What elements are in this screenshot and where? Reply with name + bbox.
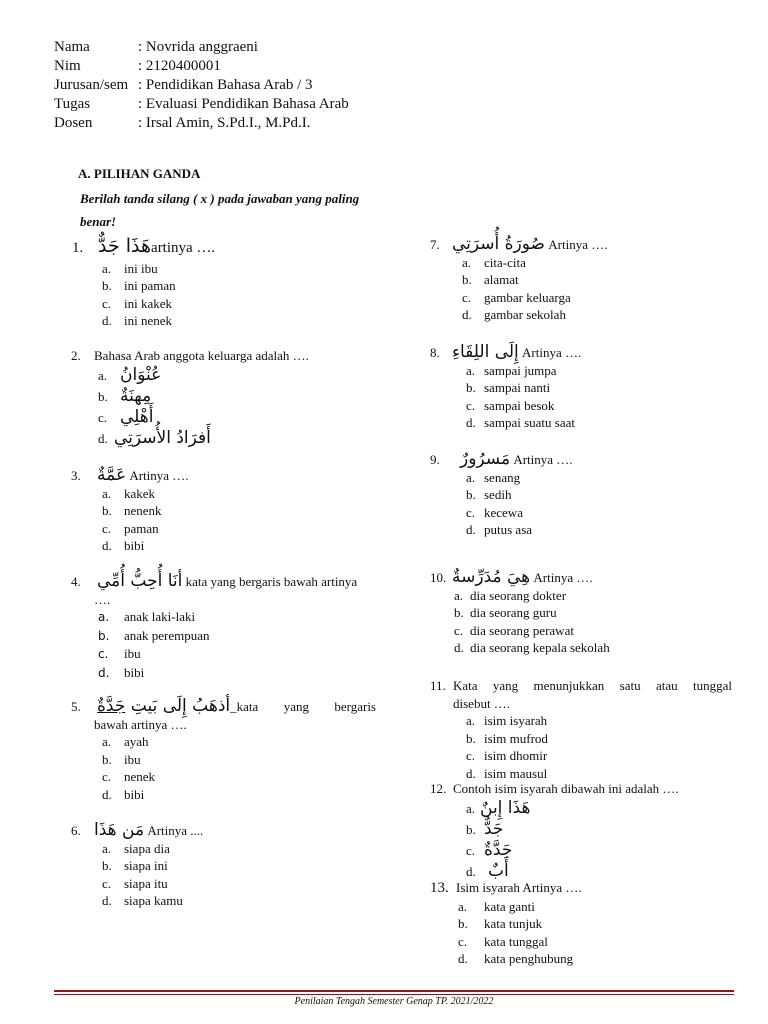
option-d[interactable]: d. أَبٌ (466, 860, 509, 881)
question-text: Bahasa Arab anggota keluarga adalah …. (94, 348, 309, 363)
underlined-word: جَدَّةٌ (97, 696, 126, 716)
options-list (98, 365, 381, 449)
option-d[interactable]: d. sampai suatu saat (466, 415, 575, 430)
option-b[interactable]: b. dia seorang guru (454, 605, 557, 620)
question-number: 3. (71, 468, 81, 483)
question-text: artinya …. (151, 240, 216, 256)
question-1 (72, 235, 372, 330)
question-text: Artinya .... (147, 823, 204, 838)
option-b[interactable]: b. isim mufrod (466, 730, 548, 746)
option-d[interactable]: d. siapa kamu (102, 893, 183, 908)
info-row-dosen (54, 114, 349, 133)
question-11 (430, 677, 732, 782)
option-a[interactable]: a. isim isyarah (466, 713, 548, 728)
option-a[interactable]: a. kakek (102, 485, 156, 501)
option-c[interactable]: c. siapa itu (102, 875, 168, 891)
arabic-text: عَمَّةٌ (97, 465, 127, 485)
section-title: A. PILIHAN GANDA (78, 166, 201, 181)
question-number: 4. (71, 574, 81, 589)
question-number: 7. (430, 237, 440, 252)
question-text: Artinya …. (548, 237, 608, 252)
question-continuation: bawah artinya …. (94, 716, 187, 732)
options-list (458, 898, 732, 968)
option-a[interactable]: a. dia seorang dokter (454, 587, 567, 603)
option-b[interactable]: b. siapa ini (102, 858, 168, 873)
info-label: Nama (54, 39, 90, 55)
option-d[interactable]: d. ini nenek (102, 313, 173, 328)
question-text: Artinya …. (129, 468, 189, 483)
question-6 (71, 822, 371, 910)
question-number: 8. (430, 345, 440, 360)
info-label: Jurusan/sem (54, 77, 129, 93)
section-instruction: Berilah tanda silang ( x ) pada jawaban yang paling benar! (80, 191, 360, 229)
info-value: : Evaluasi Pendidikan Bahasa Arab (138, 96, 349, 112)
option-b[interactable]: b. kata tunjuk (458, 916, 543, 931)
options-list (102, 840, 371, 910)
arabic-text: هَذَا جَدٌّ (98, 235, 152, 257)
option-a[interactable]: a. siapa dia (102, 840, 170, 856)
option-d[interactable]: d. bibi (98, 664, 145, 680)
info-value: : Irsal Amin, S.Pd.I., M.Pd.I. (138, 115, 311, 131)
arabic-text: هِيَ مُدَرِّسةٌ (452, 567, 531, 587)
option-c[interactable]: c. kecewa (466, 504, 523, 520)
option-a[interactable]: a. ini ibu (102, 260, 158, 276)
info-label: Nim (54, 58, 81, 74)
option-b[interactable]: b. nenenk (102, 503, 162, 518)
option-a[interactable]: a. ayah (102, 734, 149, 749)
question-5 (71, 698, 376, 803)
option-b[interactable]: b. alamat (462, 272, 519, 287)
question-number: 11. (430, 678, 446, 693)
option-c[interactable]: c. paman (102, 520, 159, 536)
option-b[interactable]: b. ini paman (102, 278, 176, 293)
question-9 (430, 451, 730, 539)
question-number: 9. (430, 452, 440, 467)
question-text: Artinya …. (533, 570, 593, 585)
option-d[interactable]: d. dia seorang kepala sekolah (454, 640, 610, 655)
info-value: : 2120400001 (138, 58, 221, 74)
question-number: 10. (430, 570, 447, 585)
option-d[interactable]: d. kata penghubung (458, 951, 574, 966)
question-8 (430, 344, 730, 432)
info-row-tugas (54, 95, 349, 114)
question-text: Contoh isim isyarah dibawah ini adalah …. (453, 781, 679, 796)
option-a[interactable]: a. kata ganti (458, 898, 535, 914)
question-3 (71, 467, 371, 555)
option-d[interactable]: d. أَفرَادُ الأُسرَتِي (98, 427, 211, 448)
option-a[interactable]: a. هَذَا إِبنٌ (466, 797, 531, 818)
footer-divider-thin (54, 994, 734, 995)
options-list (102, 733, 376, 803)
question-text: kata yang bergaris bawah artinya (185, 574, 358, 589)
question-number: 2. (71, 348, 81, 363)
info-label: Dosen (54, 115, 93, 131)
question-text: Artinya …. (513, 452, 573, 467)
info-row-jurusan (54, 76, 349, 95)
question-continuation: disebut …. (453, 695, 511, 711)
question-text: Artinya …. (522, 345, 582, 360)
question-13 (430, 879, 732, 968)
option-c[interactable]: c. sampai besok (466, 397, 555, 413)
arabic-text: مَن هَذَا (94, 820, 145, 840)
option-c[interactable]: c. kata tunggal (458, 933, 548, 949)
info-value: : Novrida anggraeni (138, 39, 258, 55)
options-list (98, 608, 376, 682)
option-a[interactable]: a. anak laki-laki (98, 609, 196, 624)
option-c[interactable]: c. isim dhomir (466, 748, 548, 763)
question-text: Isim isyarah Artinya …. (456, 880, 582, 895)
option-c[interactable]: c. أَهْلِي (98, 406, 154, 427)
arabic-text: إِلَى اللِقَاءِ (452, 342, 519, 362)
option-d[interactable]: d. bibi (102, 786, 145, 802)
option-c[interactable]: c. gambar keluarga (462, 289, 571, 305)
options-list (466, 469, 730, 539)
arabic-text: أذهَبُ إِلَى بَيتِ جَدَّةٌ (97, 696, 231, 716)
option-c[interactable]: c. جَدَّةٌ (466, 839, 513, 860)
option-b[interactable]: b. anak perempuan (98, 627, 210, 643)
option-c[interactable]: c. nenek (102, 769, 156, 784)
options-list (454, 587, 730, 657)
footer-text: Penilaian Tengah Semester Genap TP. 2021/2022 (294, 996, 494, 1007)
info-row-nim (54, 57, 349, 76)
info-row-nama (54, 38, 349, 57)
footer-divider (54, 990, 734, 992)
options-list (102, 260, 372, 330)
option-c[interactable]: c. dia seorang perawat (454, 622, 574, 638)
option-a[interactable]: a. senang (466, 469, 521, 485)
question-text: Kata yang menunjukkan satu atau tunggal (453, 678, 732, 693)
question-4 (71, 573, 376, 682)
info-label: Tugas (54, 96, 91, 112)
arabic-text: صُورَةُ أُسرَتِي (452, 234, 545, 254)
arabic-text: أنَا أُحِبُّ أُمِّي (97, 571, 183, 591)
arabic-text: مَسرُورٌ (460, 449, 511, 469)
options-list (466, 362, 730, 432)
option-a[interactable]: a. عُنْوَانُ (98, 364, 162, 385)
question-continuation: …. (94, 591, 111, 607)
question-10 (430, 569, 730, 657)
question-number: 1. (72, 240, 84, 256)
question-2 (71, 347, 381, 449)
question-12 (430, 780, 732, 882)
option-d[interactable]: d. gambar sekolah (462, 307, 566, 322)
question-text: _kata yang bergaris (230, 699, 376, 714)
question-number: 13. (430, 880, 449, 896)
options-list (466, 798, 732, 882)
options-list (462, 254, 730, 324)
option-b[interactable]: b. sampai nanti (466, 380, 551, 395)
option-c[interactable]: c. ibu (98, 646, 141, 661)
question-number: 6. (71, 823, 81, 838)
option-b[interactable]: b. مِهنَةٌ (98, 385, 152, 406)
option-a[interactable]: a. cita-cita (462, 254, 526, 270)
question-7 (430, 236, 730, 324)
options-list (102, 485, 371, 555)
option-b[interactable]: b. sedih (466, 487, 512, 502)
student-info (54, 38, 349, 133)
option-d[interactable]: d. bibi (102, 538, 145, 553)
question-number: 5. (71, 699, 81, 714)
option-d[interactable]: d. putus asa (466, 522, 533, 537)
info-value: : Pendidikan Bahasa Arab / 3 (138, 77, 313, 93)
question-number: 12. (430, 781, 447, 796)
options-list (466, 712, 732, 782)
option-c[interactable]: c. ini kakek (102, 295, 173, 311)
option-a[interactable]: a. sampai jumpa (466, 362, 557, 378)
option-b[interactable]: b. جَدٌّ (466, 818, 504, 839)
option-d[interactable]: d. isim mausul (466, 765, 548, 781)
option-b[interactable]: b. ibu (102, 751, 141, 767)
